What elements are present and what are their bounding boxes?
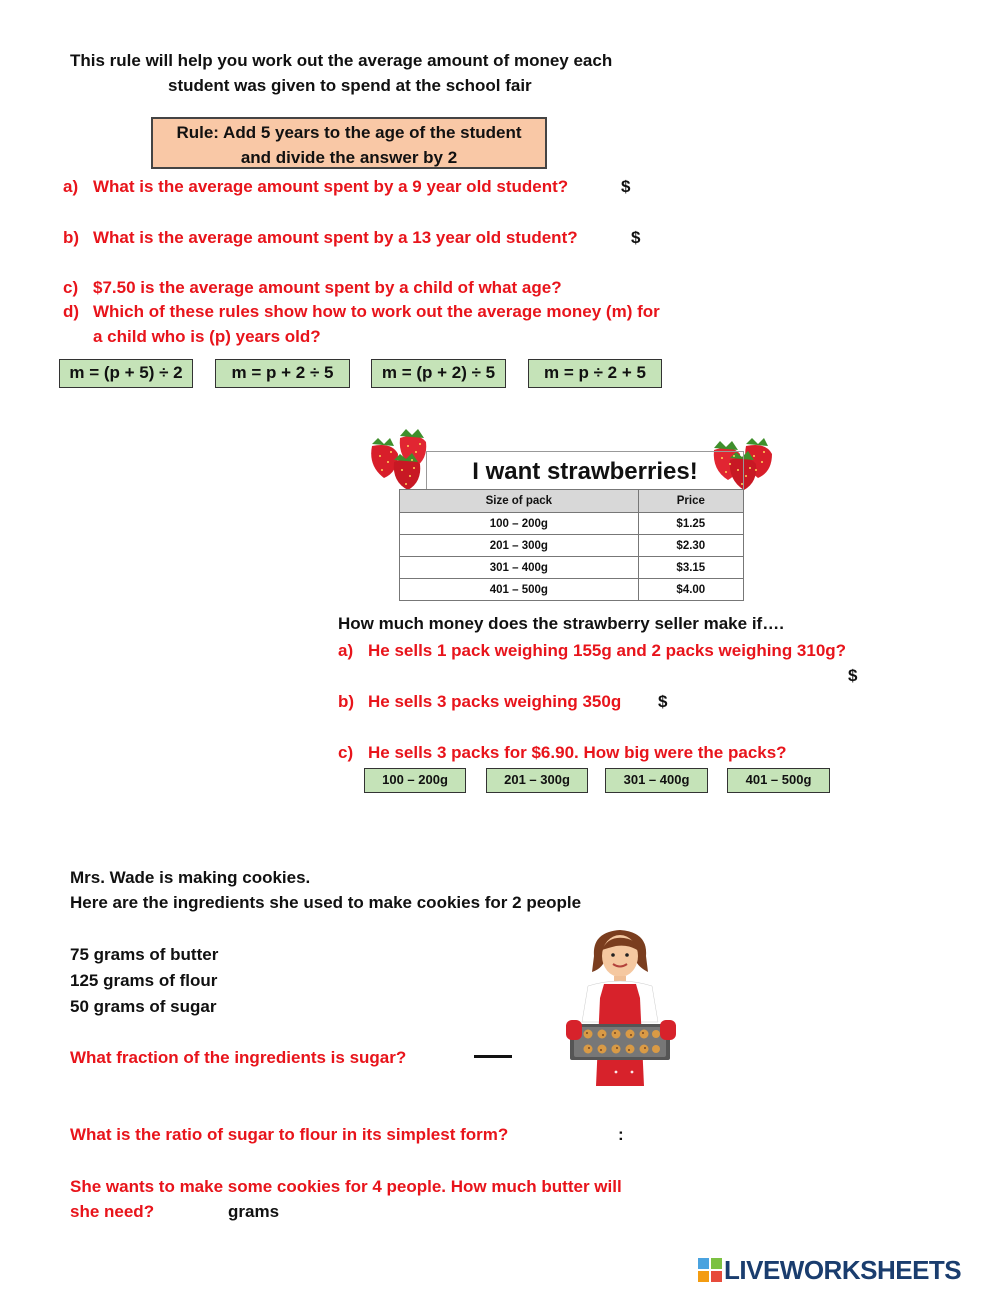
q2c-letter: c) <box>338 743 354 762</box>
q3-butter-line-2: she need? <box>70 1202 155 1221</box>
ingredient-item: 125 grams of flour <box>70 971 218 990</box>
fraction-line <box>474 1055 512 1058</box>
ingredient-item: 50 grams of sugar <box>70 997 217 1016</box>
q2c-text: He sells 3 packs for $6.90. How big were the packs? <box>368 743 787 762</box>
table-row <box>400 557 744 579</box>
ingredient-item: 75 grams of butter <box>70 945 219 964</box>
intro-line-2: student was given to spend at the school fair <box>168 76 532 95</box>
q1a-dollar: $ <box>621 177 631 196</box>
q3-ratio: What is the ratio of sugar to flour in its simplest form? <box>70 1125 509 1144</box>
cell-size: 401 – 500g <box>400 579 639 601</box>
rule-option-1[interactable]: m = (p + 5) ÷ 2 <box>59 359 193 388</box>
baker-illustration <box>566 926 676 1086</box>
rule-option-3[interactable]: m = (p + 2) ÷ 5 <box>371 359 506 388</box>
rule-line-2: and divide the answer by 2 <box>240 148 458 167</box>
q1a-text: What is the average amount spent by a 9 year old student? <box>93 177 569 196</box>
header-price: Price <box>638 490 743 513</box>
pack-option-3[interactable]: 301 – 400g <box>605 768 708 793</box>
q2a-letter: a) <box>338 641 354 660</box>
table-row <box>400 579 744 601</box>
q3-fraction: What fraction of the ingredients is sugar? <box>70 1048 407 1067</box>
q1d-letter: d) <box>63 302 80 321</box>
q2a-text: He sells 1 pack weighing 155g and 2 packs weighing 310g? <box>368 641 847 660</box>
rule-option-2[interactable]: m = p + 2 ÷ 5 <box>215 359 350 388</box>
q1d-line-2: a child who is (p) years old? <box>93 327 321 346</box>
grams-label: grams <box>228 1202 280 1221</box>
q1b-text: What is the average amount spent by a 13 year old student? <box>93 228 578 247</box>
pack-option-2[interactable]: 201 – 300g <box>486 768 588 793</box>
pack-option-1[interactable]: 100 – 200g <box>364 768 466 793</box>
q2b-letter: b) <box>338 692 355 711</box>
cell-size: 201 – 300g <box>400 535 639 557</box>
strawberry-prompt: How much money does the strawberry seller make if…. <box>338 614 784 633</box>
cell-price: $3.15 <box>638 557 743 579</box>
cell-price: $4.00 <box>638 579 743 601</box>
price-table <box>399 489 744 601</box>
rule-box <box>151 117 547 169</box>
table-row <box>400 513 744 535</box>
ratio-colon: : <box>618 1125 624 1144</box>
q2b-text: He sells 3 packs weighing 350g <box>368 692 622 711</box>
header-size: Size of pack <box>400 490 639 513</box>
q1c-letter: c) <box>63 278 79 297</box>
liveworksheets-wordmark: LIVEWORKSHEETS <box>724 1255 962 1285</box>
rule-option-4[interactable]: m = p ÷ 2 + 5 <box>528 359 662 388</box>
q1d-line-1: Which of these rules show how to work out the average money (m) for <box>93 302 660 321</box>
cell-size: 301 – 400g <box>400 557 639 579</box>
table-header-row <box>400 490 744 513</box>
q1b-dollar: $ <box>631 228 641 247</box>
cookies-line-2: Here are the ingredients she used to make cookies for 2 people <box>70 893 582 912</box>
cell-price: $2.30 <box>638 535 743 557</box>
q2a-dollar: $ <box>848 666 858 685</box>
q2b-dollar: $ <box>658 692 668 711</box>
cookies-line-1: Mrs. Wade is making cookies. <box>70 868 311 887</box>
pack-option-4[interactable]: 401 – 500g <box>727 768 830 793</box>
liveworksheets-logo-icon <box>698 1258 722 1282</box>
strawberries-title: I want strawberries! <box>426 451 744 489</box>
q3-butter-line-1: She wants to make some cookies for 4 people. How much butter will <box>70 1177 622 1196</box>
q1b-letter: b) <box>63 228 80 247</box>
rule-line-1: Rule: Add 5 years to the age of the student <box>176 123 522 142</box>
q1c-text: $7.50 is the average amount spent by a child of what age? <box>93 278 562 297</box>
intro-line-1: This rule will help you work out the average amount of money each <box>70 51 613 70</box>
cell-price: $1.25 <box>638 513 743 535</box>
cell-size: 100 – 200g <box>400 513 639 535</box>
q1a-letter: a) <box>63 177 79 196</box>
table-row <box>400 535 744 557</box>
